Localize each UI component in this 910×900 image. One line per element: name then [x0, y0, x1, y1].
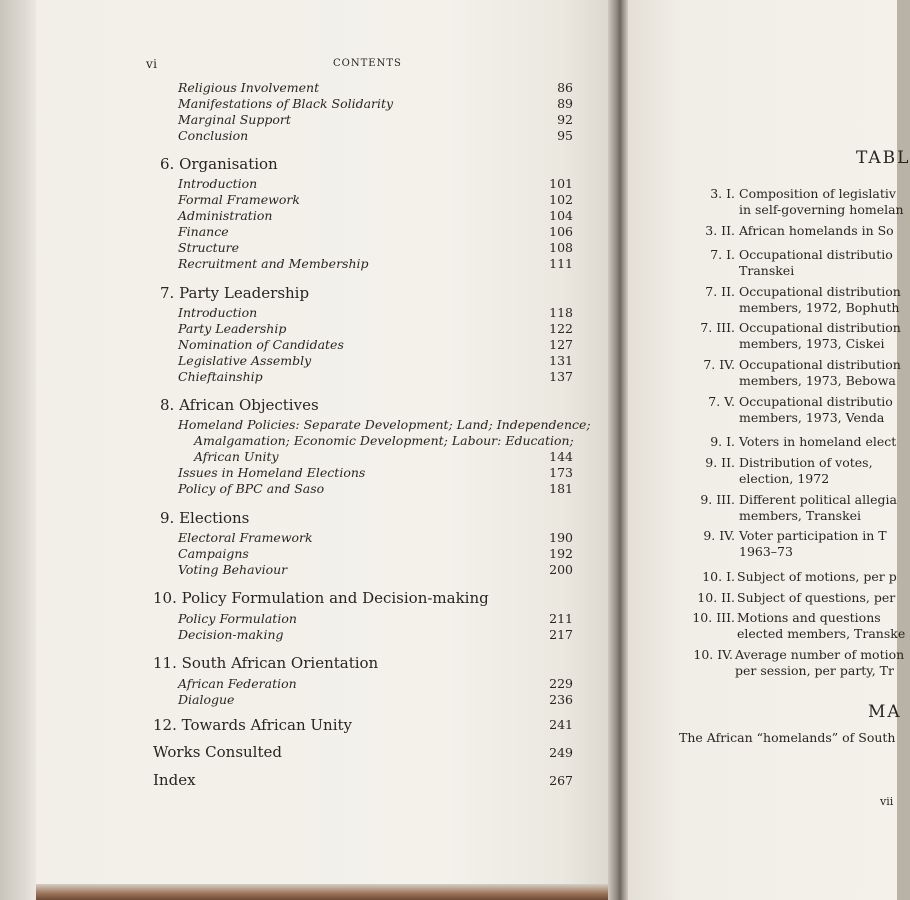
chapter-heading[interactable] [153, 589, 489, 607]
table-title-line[interactable]: members, 1973, Ciskei [739, 336, 885, 351]
chapter-number: 11. [153, 654, 177, 672]
table-number: 7. II. [705, 284, 735, 299]
chapter-number: 7. [160, 284, 175, 302]
chapter-title: South African Orientation [181, 654, 379, 672]
chapter-title: Policy Formulation and Decision-making [181, 589, 489, 607]
toc-page-number: 89 [557, 96, 573, 111]
running-head-number: vi [146, 57, 158, 71]
table-number: 9. IV. [703, 528, 735, 543]
table-number: 10. II. [697, 590, 735, 605]
toc-entry[interactable]: Introduction [178, 305, 258, 320]
chapter-number: 8. [160, 396, 175, 414]
toc-entry[interactable]: Electoral Framework [178, 530, 313, 545]
toc-entry[interactable]: Nomination of Candidates [178, 337, 344, 352]
table-number: 10. IV. [693, 647, 733, 662]
toc-page-number: 267 [549, 773, 573, 788]
table-number: 3. I. [710, 186, 735, 201]
back-matter-entry[interactable]: Works Consulted [153, 743, 282, 761]
chapter-title: African Objectives [179, 396, 319, 414]
toc-page-number: 131 [549, 353, 573, 368]
chapter-title: Party Leadership [179, 284, 310, 302]
chapter-number: 9. [160, 509, 175, 527]
toc-page-number: 190 [549, 530, 573, 545]
toc-entry[interactable]: Conclusion [178, 128, 249, 143]
toc-entry[interactable]: Legislative Assembly [178, 353, 312, 368]
toc-entry[interactable]: Finance [178, 224, 229, 239]
page-folio: vii [880, 795, 894, 808]
table-title-line[interactable]: elected members, Transke [737, 626, 906, 641]
table-title-line[interactable]: Occupational distribution [739, 284, 901, 299]
toc-entry[interactable]: Party Leadership [178, 321, 287, 336]
toc-page-number: 104 [549, 208, 573, 223]
toc-entry[interactable]: Structure [178, 240, 240, 255]
table-number: 9. I. [710, 434, 735, 449]
toc-page-number: 95 [557, 128, 573, 143]
toc-entry[interactable]: Policy Formulation [178, 611, 297, 626]
table-title-line[interactable]: Voter participation in T [739, 528, 887, 543]
toc-page-number: 249 [549, 745, 573, 760]
table-title-line[interactable]: in self-governing homelan [739, 202, 904, 217]
table-number: 9. III. [700, 492, 735, 507]
table-title-line[interactable]: members, 1972, Bophuth [739, 300, 900, 315]
toc-page-number: 200 [549, 562, 573, 577]
back-matter-entry[interactable]: Index [153, 771, 196, 789]
chapter-number: 12. [153, 716, 177, 734]
toc-entry[interactable]: Chieftainship [178, 369, 263, 384]
toc-page-number: 111 [549, 256, 573, 271]
toc-page-number: 144 [549, 449, 573, 464]
toc-page-number: 173 [549, 465, 573, 480]
table-title-line[interactable]: Distribution of votes, [739, 455, 873, 470]
left-shadow [0, 0, 40, 900]
table-title-line[interactable]: Occupational distribution [739, 357, 901, 372]
chapter-number: 6. [160, 155, 175, 173]
toc-page-number: 229 [549, 676, 573, 691]
toc-page-number: 211 [549, 611, 573, 626]
table-number: 7. V. [708, 394, 735, 409]
table-title-line[interactable]: members, 1973, Bebowa [739, 373, 896, 388]
table-title-line[interactable]: members, 1973, Venda [739, 410, 885, 425]
table-title-line[interactable]: election, 1972 [739, 471, 830, 486]
toc-entry[interactable]: Issues in Homeland Elections [178, 465, 366, 480]
toc-entry[interactable]: Voting Behaviour [178, 562, 288, 577]
page-edge [36, 884, 620, 900]
toc-page-number: 236 [549, 692, 573, 707]
table-number: 9. II. [705, 455, 735, 470]
toc-page-number: 118 [549, 305, 573, 320]
table-title-line[interactable]: Subject of motions, per p [737, 569, 897, 584]
table-number: 10. III. [692, 610, 735, 625]
table-number: 3. II. [705, 223, 735, 238]
table-title-line[interactable]: Composition of legislativ [739, 186, 896, 201]
table-title-line[interactable]: 1963–73 [739, 544, 793, 559]
toc-page-number: 192 [549, 546, 573, 561]
chapter-heading[interactable] [153, 654, 378, 672]
tables-heading: TABL [856, 148, 910, 168]
toc-entry[interactable]: Manifestations of Black Solidarity [178, 96, 394, 111]
toc-entry[interactable]: African Unity [194, 449, 279, 464]
table-title-line[interactable]: African homelands in So [739, 223, 894, 238]
toc-page-number: 108 [549, 240, 573, 255]
table-title-line[interactable]: per session, per party, Tr [735, 663, 894, 678]
chapter-heading[interactable] [160, 284, 309, 302]
table-title-line[interactable]: Occupational distributio [739, 394, 893, 409]
map-entry[interactable]: The African “homelands” of South [679, 730, 896, 745]
table-number: 7. IV. [703, 357, 735, 372]
running-head-title: CONTENTS [333, 58, 402, 69]
table-number: 7. I. [710, 247, 735, 262]
toc-page-number: 106 [549, 224, 573, 239]
toc-page-number: 241 [549, 717, 573, 732]
toc-entry[interactable]: Marginal Support [178, 112, 291, 127]
table-title-line[interactable]: Different political allegia [739, 492, 897, 507]
chapter-heading[interactable] [160, 396, 319, 414]
toc-entry[interactable]: Introduction [178, 176, 258, 191]
table-title-line[interactable]: Transkei [739, 263, 795, 278]
toc-page-number: 86 [557, 80, 573, 95]
toc-entry[interactable]: Administration [178, 208, 273, 223]
toc-entry[interactable]: Recruitment and Membership [178, 256, 369, 271]
table-title-line[interactable]: Motions and questions [737, 610, 881, 625]
right-page [628, 0, 910, 900]
toc-page-number: 102 [549, 192, 573, 207]
toc-entry[interactable]: Dialogue [178, 692, 235, 707]
toc-page-number: 122 [549, 321, 573, 336]
toc-page-number: 137 [549, 369, 573, 384]
chapter-heading[interactable] [153, 716, 352, 734]
table-title-line[interactable]: Occupational distribution [739, 320, 901, 335]
chapter-heading[interactable] [160, 509, 249, 527]
toc-entry[interactable]: Homeland Policies: Separate Development; Land; Independence; [178, 417, 591, 432]
table-title-line[interactable]: Voters in homeland elect [739, 434, 897, 449]
toc-entry[interactable]: Religious Involvement [178, 80, 320, 95]
toc-entry[interactable]: Decision-making [178, 627, 284, 642]
chapter-title: Towards African Unity [181, 716, 352, 734]
toc-entry[interactable]: Formal Framework [178, 192, 300, 207]
chapter-heading[interactable] [160, 155, 278, 173]
toc-entry[interactable]: African Federation [178, 676, 297, 691]
toc-page-number: 92 [557, 112, 573, 127]
toc-entry[interactable]: Campaigns [178, 546, 249, 561]
table-title-line[interactable]: Average number of motion [735, 647, 905, 662]
table-title-line[interactable]: members, Transkei [739, 508, 862, 523]
maps-heading: MA [868, 702, 902, 722]
table-title-line[interactable]: Occupational distributio [739, 247, 893, 262]
toc-entry[interactable]: Amalgamation; Economic Development; Labour: Education; [194, 433, 574, 448]
toc-entry[interactable]: Policy of BPC and Saso [178, 481, 325, 496]
table-number: 10. I. [702, 569, 735, 584]
chapter-title: Elections [179, 509, 250, 527]
table-title-line[interactable]: Subject of questions, per [737, 590, 896, 605]
book-gutter [608, 0, 630, 900]
table-number: 7. III. [700, 320, 735, 335]
chapter-number: 10. [153, 589, 177, 607]
toc-page-number: 127 [549, 337, 573, 352]
chapter-title: Organisation [179, 155, 278, 173]
toc-page-number: 101 [549, 176, 573, 191]
toc-page-number: 181 [549, 481, 573, 496]
toc-page-number: 217 [549, 627, 573, 642]
